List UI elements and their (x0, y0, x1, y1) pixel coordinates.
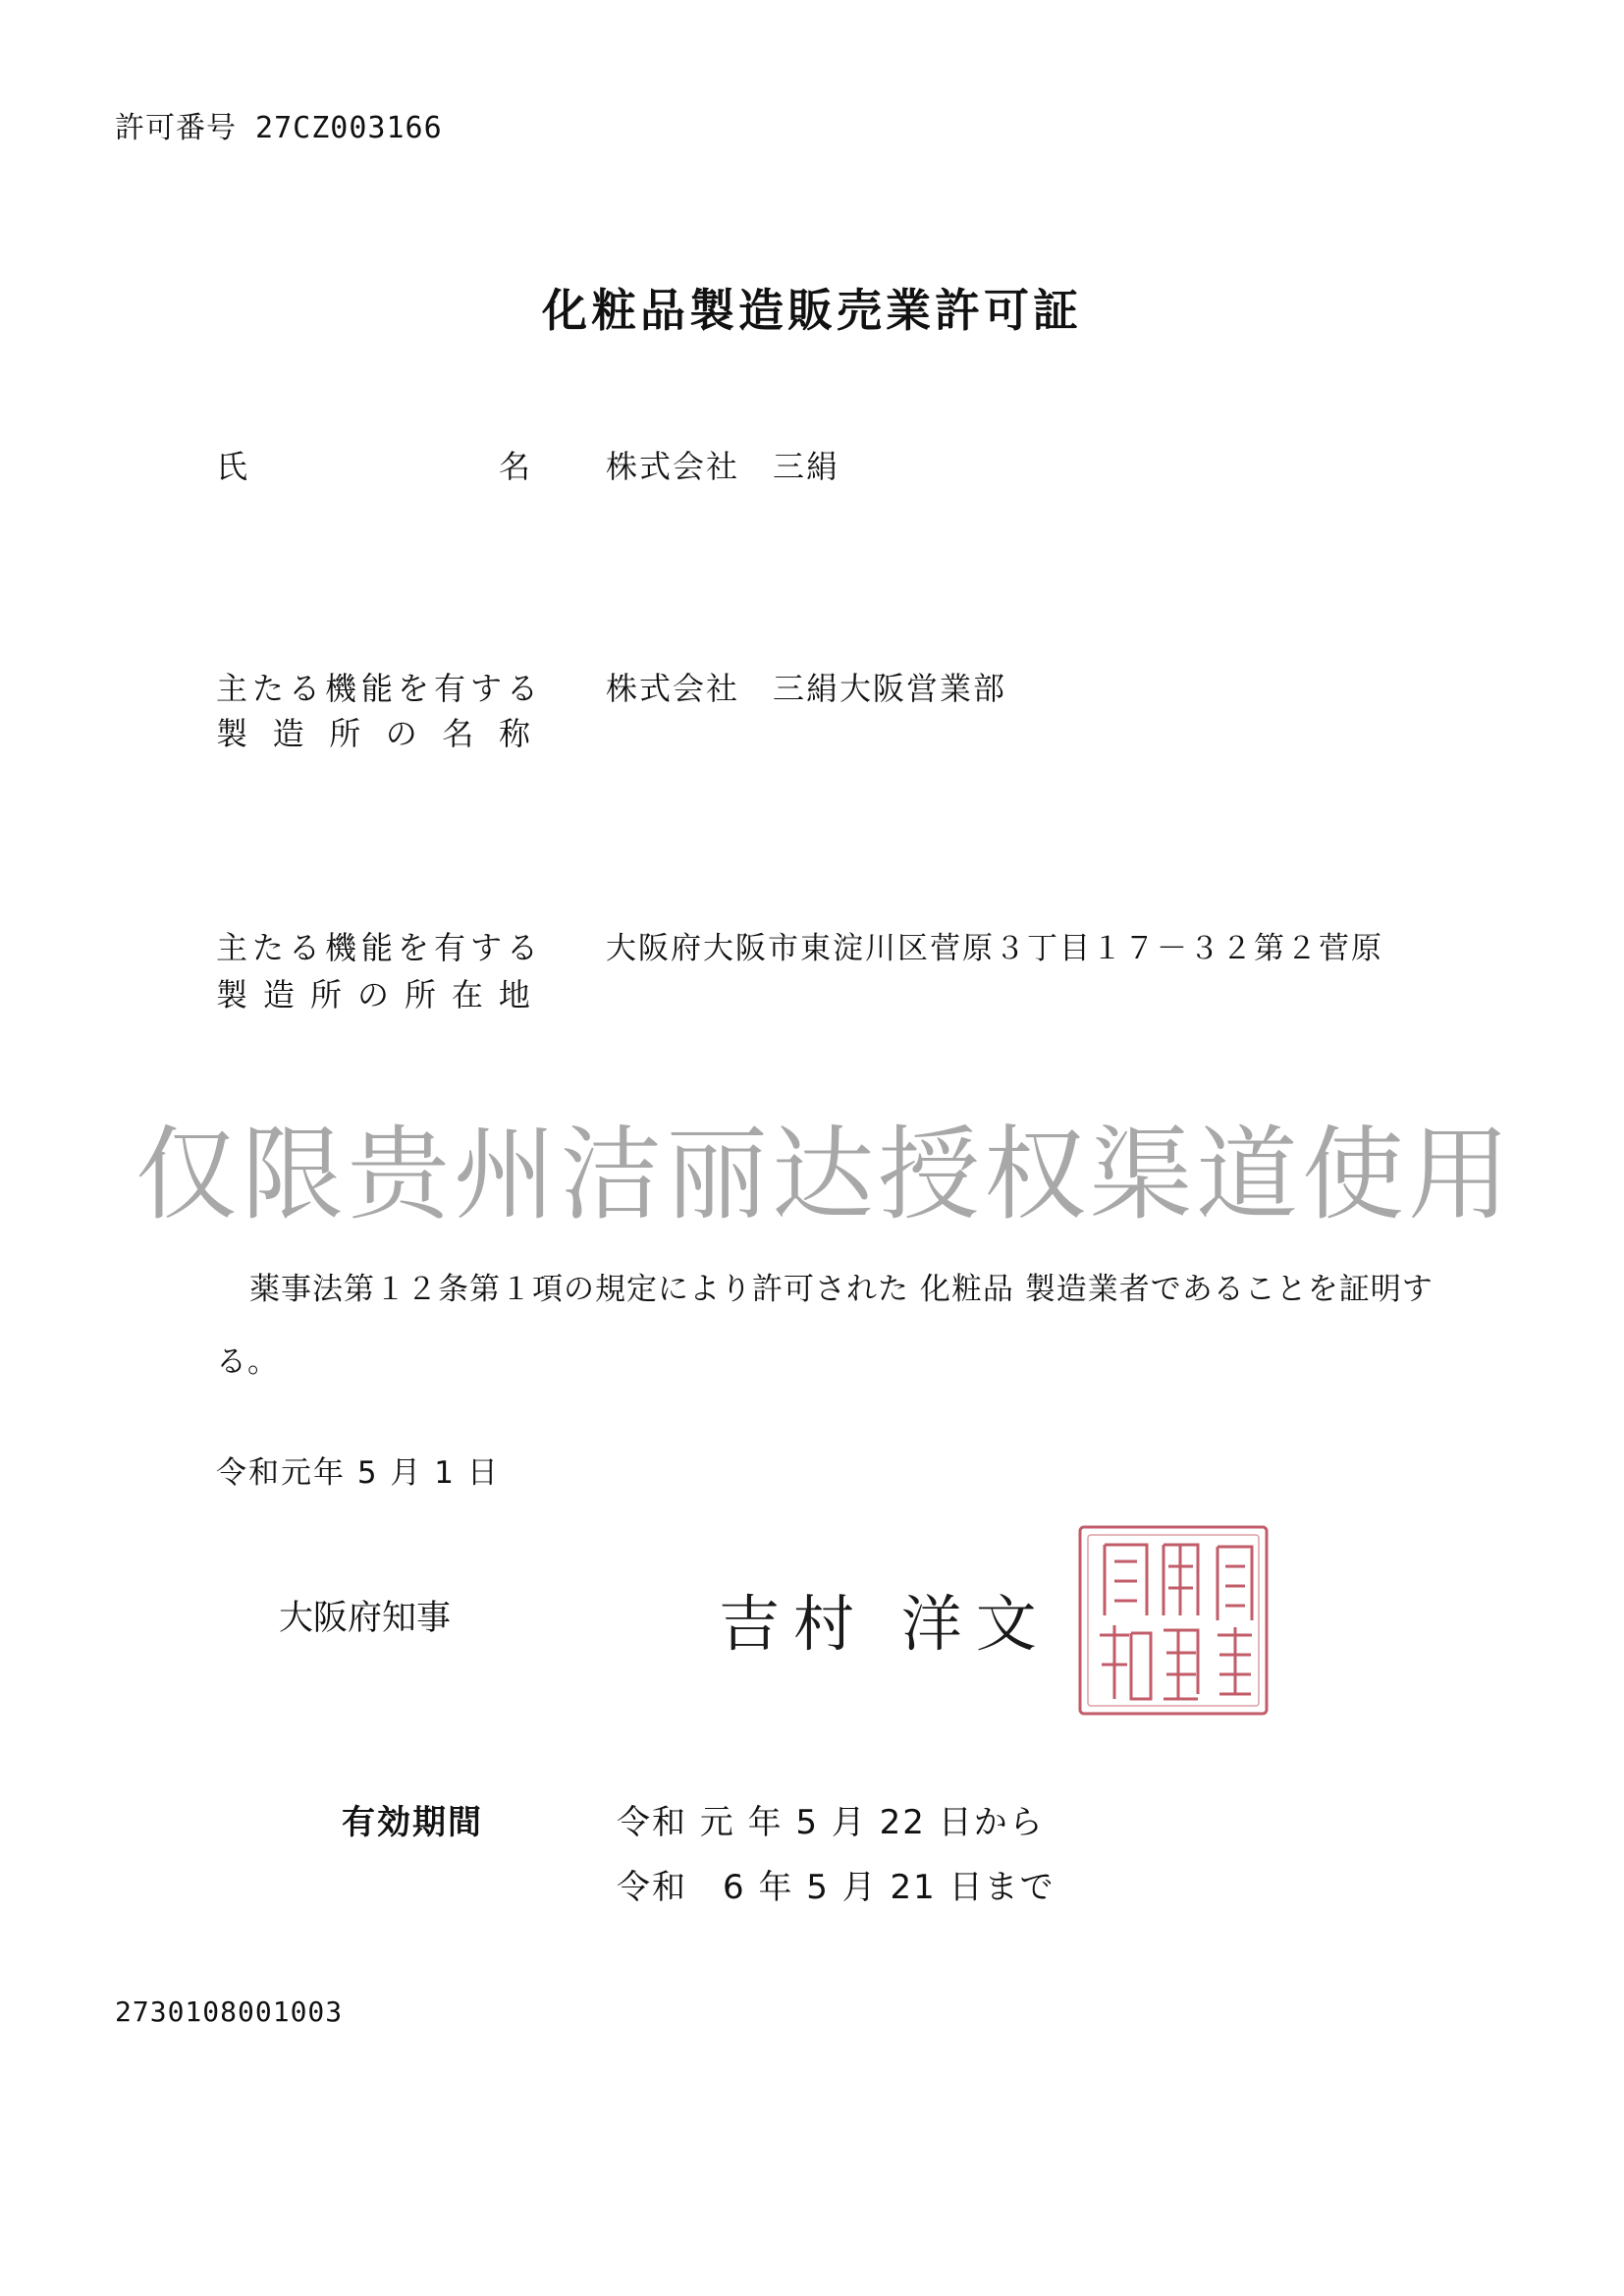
label-char: 所 (309, 976, 342, 1013)
label-char: 所 (329, 715, 361, 752)
issue-date: 令和元年 5 月 1 日 (216, 1455, 500, 1491)
facility-name-label-line1: 主たる機能を有する (216, 670, 544, 707)
certification-statement: 薬事法第１２条第１項の規定により許可された 化粧品 製造業者であることを証明する。 (216, 1272, 1434, 1380)
validity-label: 有効期間 (342, 1803, 483, 1842)
label-char: 所 (404, 976, 436, 1013)
validity-to: 令和 6 年 5 月 21 日まで (617, 1868, 1056, 1907)
label-char: 名 (442, 715, 474, 752)
label-char: 造 (262, 976, 295, 1013)
watermark: 仅限贵州洁丽达授权渠道使用 (135, 1115, 1515, 1234)
name-value: 株式会社 三絹 (606, 448, 840, 485)
validity-from: 令和 元 年 5 月 22 日から (617, 1803, 1045, 1842)
label-char: 製 (216, 715, 248, 752)
document-title: 化粧品製造販売業許可証 (542, 284, 1082, 337)
document-serial-number: 2730108001003 (115, 1995, 344, 2028)
governor-signature: 吉村 洋文 (719, 1588, 1051, 1660)
name-label-char: 名 (498, 448, 530, 485)
label-char: 地 (498, 976, 530, 1013)
facility-address-label-line1: 主たる機能を有する (216, 929, 544, 966)
label-char: 造 (272, 715, 304, 752)
facility-address-value: 大阪府大阪市東淀川区菅原３丁目１７－３２第２菅原 (606, 931, 1383, 966)
label-char: 在 (451, 976, 483, 1013)
label-char: 称 (498, 715, 530, 752)
official-seal (1070, 1517, 1276, 1723)
facility-name-value: 株式会社 三絹大阪営業部 (606, 670, 1007, 707)
label-char: 製 (216, 976, 248, 1013)
facility-name-label-line2 (216, 709, 530, 754)
name-label-char: 氏 (216, 448, 248, 485)
issuer-title: 大阪府知事 (279, 1599, 452, 1638)
label-char: の (356, 976, 389, 1013)
permit-number: 許可番号 27CZ003166 (115, 111, 443, 145)
facility-address-label-line2 (216, 970, 530, 1015)
label-char: の (385, 715, 417, 752)
name-label (216, 442, 530, 487)
